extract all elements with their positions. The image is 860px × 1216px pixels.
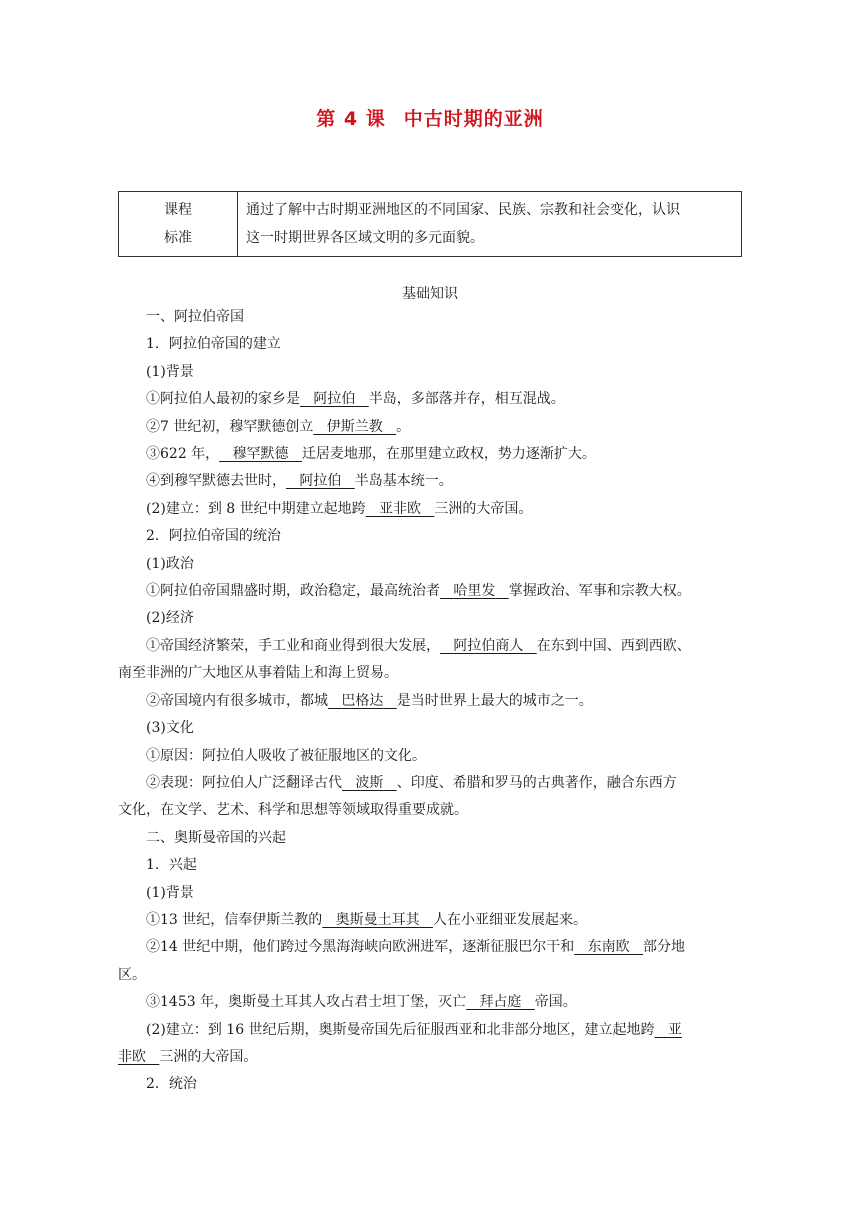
subheading: (2)经济: [146, 610, 194, 627]
fill-line: ①阿拉伯人最初的家乡是 阿拉伯 半岛，多部落并存，相互混战。: [146, 391, 565, 408]
answer-blank: 伊斯兰教: [326, 418, 383, 435]
body-line: ①原因：阿拉伯人吸收了被征服地区的文化。: [146, 747, 426, 764]
subheading: (1)政治: [146, 555, 194, 572]
fill-line: (2)建立：到 16 世纪后期，奥斯曼帝国先后征服西亚和北非部分地区，建立起地跨 亚: [146, 1021, 682, 1038]
heading-arab-empire: 一、阿拉伯帝国: [146, 309, 244, 325]
fill-line-cont: 区。: [118, 966, 146, 983]
answer-blank: 阿拉伯: [313, 391, 356, 408]
fill-line: (2)建立：到 8 世纪中期建立起地跨 亚非欧 三洲的大帝国。: [146, 500, 533, 517]
fill-line-cont: 非欧 三洲的大帝国。: [118, 1048, 258, 1065]
section-title: 基础知识: [402, 286, 458, 302]
lesson-name: 中古时期的亚洲: [403, 108, 544, 130]
subheading: 1．阿拉伯帝国的建立: [146, 336, 281, 353]
fill-line-cont: 南至非洲的广大地区从事着陆上和海上贸易。: [118, 665, 398, 682]
standard-text: 通过了解中古时期亚洲地区的不同国家、民族、宗教和社会变化，认识 这一时期世界各区域文明的多元面貌。: [238, 192, 742, 257]
fill-line: ②表现：阿拉伯人广泛翻译古代 波斯 、印度、希腊和罗马的古典著作，融合东西方: [146, 774, 677, 791]
fill-line: ④到穆罕默德去世时， 阿拉伯 半岛基本统一。: [146, 473, 453, 490]
fill-line: ③622 年， 穆罕默德 迁居麦地那，在那里建立政权，势力逐渐扩大。: [146, 446, 596, 463]
answer-blank: 阿拉伯: [299, 473, 342, 490]
subheading: 2．阿拉伯帝国的统治: [146, 528, 281, 545]
fill-line: ①帝国经济繁荣，手工业和商业得到很大发展， 阿拉伯商人 在东到中国、西到西欧、: [146, 637, 691, 654]
answer-blank: 亚: [667, 1021, 682, 1038]
heading-ottoman-empire: 二、奥斯曼帝国的兴起: [146, 829, 286, 846]
answer-blank: 奥斯曼土耳其: [335, 911, 420, 928]
subheading: (1)背景: [146, 884, 194, 901]
fill-line: ①阿拉伯帝国鼎盛时期，政治稳定，最高统治者 哈里发 掌握政治、军事和宗教大权。: [146, 583, 691, 600]
fill-line: ①13 世纪，信奉伊斯兰教的 奥斯曼土耳其 人在小亚细亚发展起来。: [146, 911, 587, 928]
answer-blank: 哈里发: [453, 583, 496, 600]
subheading: (1)背景: [146, 363, 194, 380]
fill-line: ②14 世纪中期，他们跨过今黑海海峡向欧洲进军，逐渐征服巴尔干和 东南欧 部分地: [146, 939, 685, 956]
standard-label: 课程 标准: [119, 192, 238, 257]
fill-line: ③1453 年，奥斯曼土耳其人攻占君士坦丁堡，灭亡 拜占庭 帝国。: [146, 994, 577, 1011]
answer-blank: 拜占庭: [479, 994, 522, 1011]
subheading: 1．兴起: [146, 857, 197, 874]
fill-line: ②7 世纪初，穆罕默德创立 伊斯兰教 。: [146, 418, 411, 435]
answer-blank: 东南欧: [587, 939, 630, 956]
lesson-number: 第 4 课: [316, 108, 386, 130]
page-title: [0, 104, 860, 131]
answer-blank: 亚非欧: [379, 500, 421, 517]
answer-blank: 巴格达: [341, 692, 384, 709]
curriculum-standard-table: [118, 191, 742, 257]
answer-blank: 穆罕默德: [232, 446, 289, 463]
fill-line: ②帝国境内有很多城市，都城 巴格达 是当时世界上最大的城市之一。: [146, 692, 593, 709]
subheading: 2．统治: [146, 1076, 197, 1093]
answer-blank: 非欧: [118, 1048, 146, 1065]
fill-line-cont: 文化，在文学、艺术、科学和思想等领域取得重要成就。: [118, 802, 468, 819]
subheading: (3)文化: [146, 720, 194, 737]
answer-blank: 阿拉伯商人: [453, 637, 524, 654]
answer-blank: 波斯: [355, 774, 384, 791]
content-body: [118, 304, 742, 1099]
